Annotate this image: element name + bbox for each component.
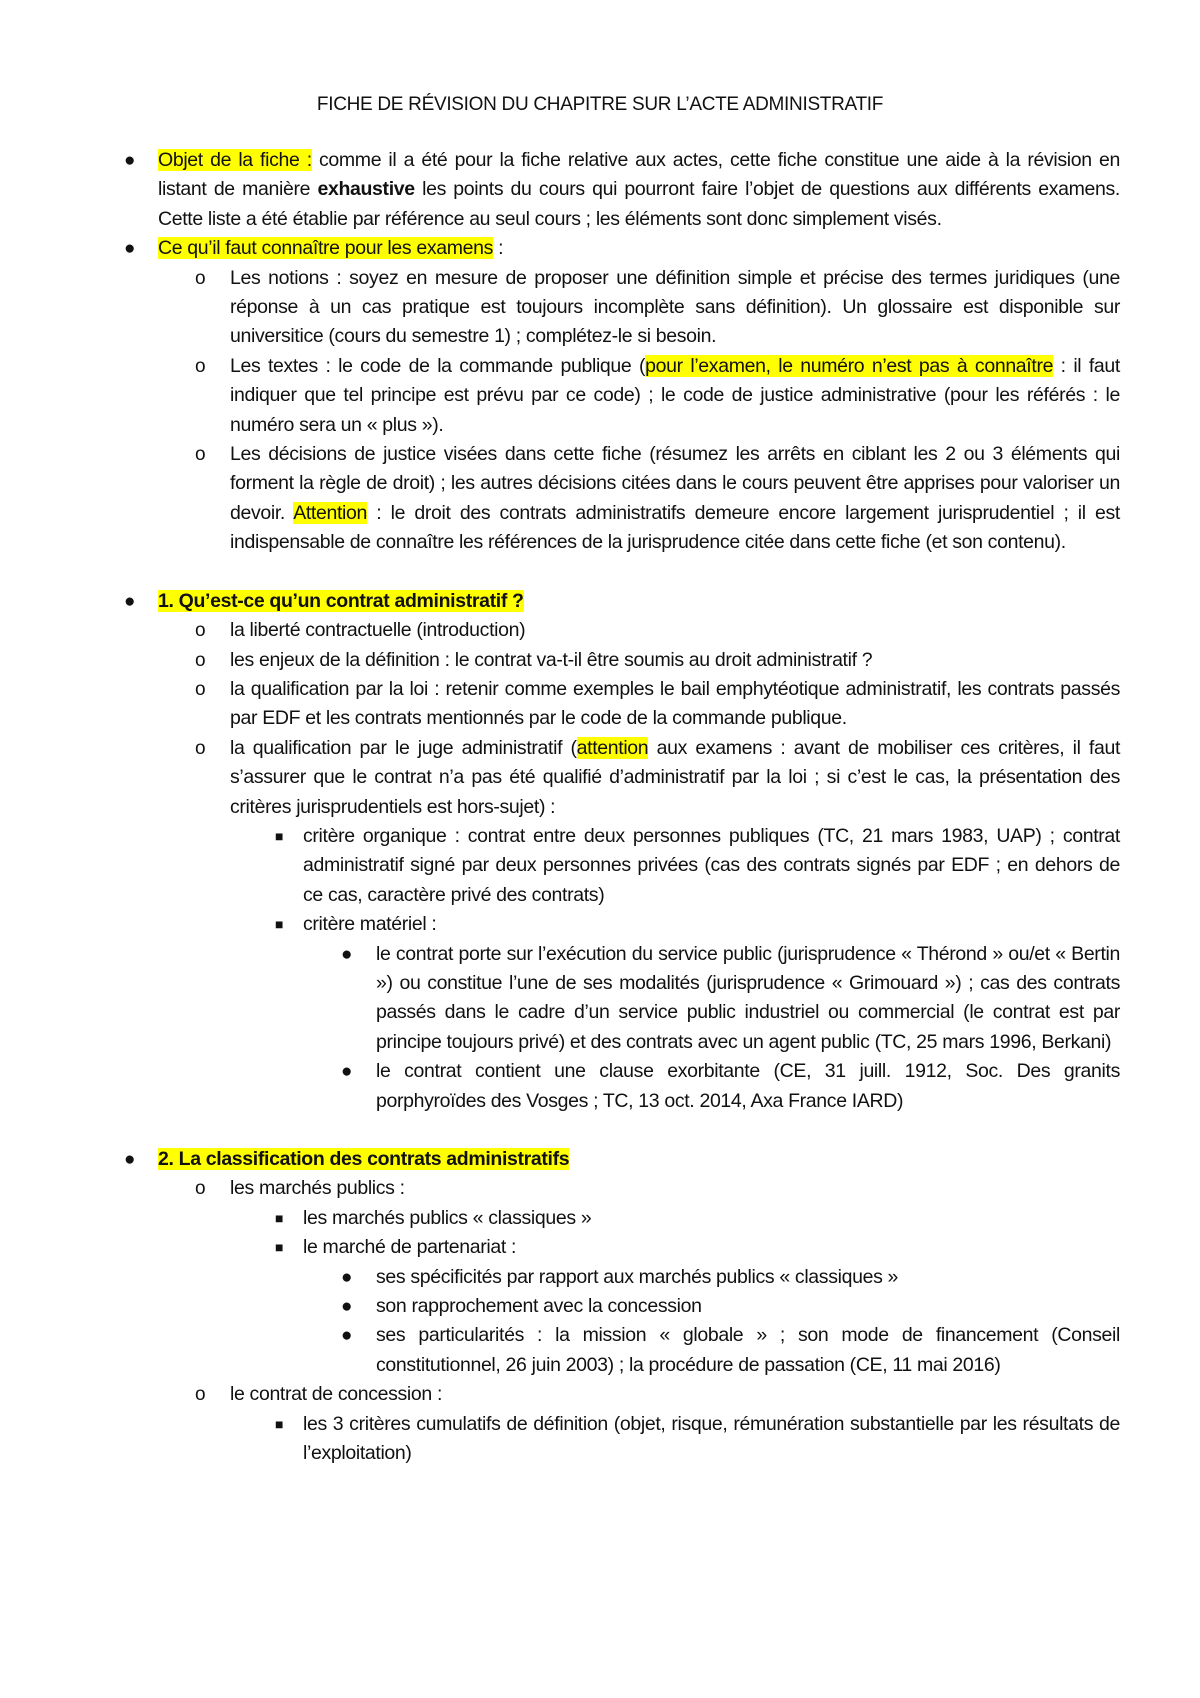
list-item-qualification-juge [158,734,1120,822]
bullet-square-icon: ■ [275,916,284,933]
page-title: FICHE DE RÉVISION DU CHAPITRE SUR L’ACTE ADMINISTRATIF [316,94,884,115]
bullet-disc-icon: ● [341,1266,353,1288]
textes-text-a: Les textes : le code de la commande publique ( [230,354,646,377]
highlight-attention: Attention [293,501,368,524]
bullet-disc-icon: ● [341,943,353,965]
list-item-partenariat [158,1233,1120,1262]
organique-text: critère organique : contrat entre deux personnes publiques (TC, 21 mars 1983, UAP) ; contrat administratif signé par deux personnes privées (cas des contrats signés par EDF ; en dehors de ce cas, caractère privé des contrats) [303,824,1120,906]
list-item-concession [158,1380,1120,1409]
list-item-service-public [158,940,1120,1058]
classiques-text: les marchés publics « classiques » [303,1206,592,1229]
decisions-text-b: : le droit des contrats administratifs demeure encore largement jurisprudentiel ; il est indispensable de connaître les références de la jurisprudence citée dans cette fiche (et son contenu). [230,501,1120,554]
document-body [124,146,1121,1468]
bullet-disc-icon: ● [124,1149,136,1170]
list-item-classiques [158,1204,1120,1233]
highlight-connaitre-label: Ce qu’il faut connaître pour les examens [158,237,494,260]
juge-text-a: la qualification par le juge administratif ( [230,736,577,759]
bullet-disc-icon: ● [124,238,136,260]
highlight-section-2: 2. La classification des contrats administratifs [158,1148,570,1170]
bullet-disc-icon: ● [341,1061,353,1083]
list-item-qualification-loi [158,675,1120,734]
bullet-circle-icon: o [195,1178,206,1200]
section-1-heading [124,587,1120,616]
objet-bold: exhaustive [317,178,415,201]
list-item-critere-organique [158,822,1120,910]
section-2-heading [124,1145,1120,1174]
criteres-text: les 3 critères cumulatifs de définition (objet, risque, rémunération substantielle par les résultats de l’exploitation) [303,1412,1120,1465]
list-item-marches [158,1174,1120,1203]
textes-text-b: : il faut indiquer que tel principe est prévu par ce code) ; le code de justice administrative (pour les référés : le numéro sera un « plus »). [230,354,1120,436]
bullet-square-icon: ■ [275,827,284,844]
bullet-circle-icon: o [195,1384,206,1406]
list-item-notions [158,264,1120,352]
bullet-square-icon: ■ [275,1209,284,1226]
bullet-circle-icon: o [195,737,206,759]
bullet-circle-icon: o [195,355,206,377]
bullet-circle-icon: o [195,649,206,671]
service-public-text: le contrat porte sur l’exécution du service public (jurisprudence « Thérond » ou/et « Bertin ») ou constitue l’une de ses modalités (jurisprudence « Grimouard ») ; cas des contrats passés dans le cadre d’un service public industriel ou commercial (le contrat est par principe toujours privé) et des contrats avec un agent public (TC, 25 mars 1996, Berkani) [376,942,1120,1053]
bullet-circle-icon: o [195,620,206,642]
bullet-disc-icon: ● [124,150,136,171]
bullet-disc-icon: ● [341,1296,353,1318]
highlight-attention-juge: attention [576,736,649,759]
bullet-disc-icon: ● [124,590,136,612]
bullet-disc-icon: ● [341,1325,353,1347]
decisions-text-a: Les décisions de justice visées dans cette fiche (résumez les arrêts en ciblant les 2 ou 3 éléments qui forment la règle de droit) ; les autres décisions citées dans le cours peuvent être apprises pour valoriser un devoir. [230,443,1120,524]
juge-text-b: aux examens : avant de mobiliser ces critères, il faut s’assurer que le contrat n’a pas été qualifié d’administratif par la loi ; si c’est le cas, la présentation des critères jurisprudentiels est hors-sujet) : [230,736,1121,818]
list-item-liberte [158,616,1120,645]
list-item-enjeux [158,646,1120,675]
materiel-text: critère matériel : [303,913,437,936]
objet-text-2: les points du cours qui pourront faire l’objet de questions aux différents examens. Cette liste a été établie par référence au seul cours ; les éléments sont donc simplement visés. [158,178,1120,230]
partenariat-text: le marché de partenariat : [303,1236,517,1259]
bullet-circle-icon: o [195,267,206,289]
connaitre-suffix: : [493,237,504,260]
bullet-square-icon: ■ [275,1239,284,1256]
notions-text: Les notions : soyez en mesure de proposer une définition simple et précise des termes juridiques (une réponse à un cas pratique est toujours incomplète sans définition). Un glossaire est disponible sur universitice (cours du semestre 1) ; complétez-le si besoin. [230,266,1120,348]
list-item-textes [158,352,1120,440]
highlight-objet-label: Objet de la fiche : [158,149,312,171]
list-item-particularites [158,1321,1120,1380]
list-item-critere-materiel [158,910,1120,939]
list-item-criteres-cumulatifs [158,1410,1120,1469]
rapprochement-text: son rapprochement avec la concession [376,1295,702,1318]
list-item-specificites [158,1263,1120,1292]
list-item-objet [124,146,1121,234]
concession-text: le contrat de concession : [230,1383,443,1406]
bullet-circle-icon: o [195,444,206,466]
bullet-circle-icon: o [195,678,206,700]
highlight-section-1: 1. Qu’est-ce qu’un contrat administratif ? [158,589,524,612]
qualification-loi-text: la qualification par la loi : retenir comme exemples le bail emphytéotique administratif, les contrats passés par EDF et les contrats mentionnés par le code de la commande publique. [230,677,1120,730]
particularites-text: ses particularités : la mission « globale » ; son mode de financement (Conseil constitutionnel, 26 juin 2003) ; la procédure de passation (CE, 11 mai 2016) [376,1324,1120,1376]
list-item-decisions [158,440,1120,558]
clause-exorbitante-text: le contrat contient une clause exorbitante (CE, 31 juill. 1912, Soc. Des granits porphyroïdes des Vosges ; TC, 13 oct. 2014, Axa France IARD) [376,1060,1120,1112]
list-item-connaitre [124,234,1120,263]
liberte-text: la liberté contractuelle (introduction) [230,619,526,642]
list-item-rapprochement [158,1292,1120,1321]
specificites-text: ses spécificités par rapport aux marchés publics « classiques » [376,1265,899,1288]
list-item-clause-exorbitante [158,1057,1120,1116]
marches-text: les marchés publics : [230,1177,405,1200]
objet-text-1: comme il a été pour la fiche relative aux actes, cette fiche constitue une aide à la révision en listant de manière [158,149,1121,201]
highlight-textes: pour l’examen, le numéro n’est pas à connaître [645,354,1054,377]
enjeux-text: les enjeux de la définition : le contrat va-t-il être soumis au droit administratif ? [230,648,873,671]
bullet-square-icon: ■ [275,1415,284,1432]
